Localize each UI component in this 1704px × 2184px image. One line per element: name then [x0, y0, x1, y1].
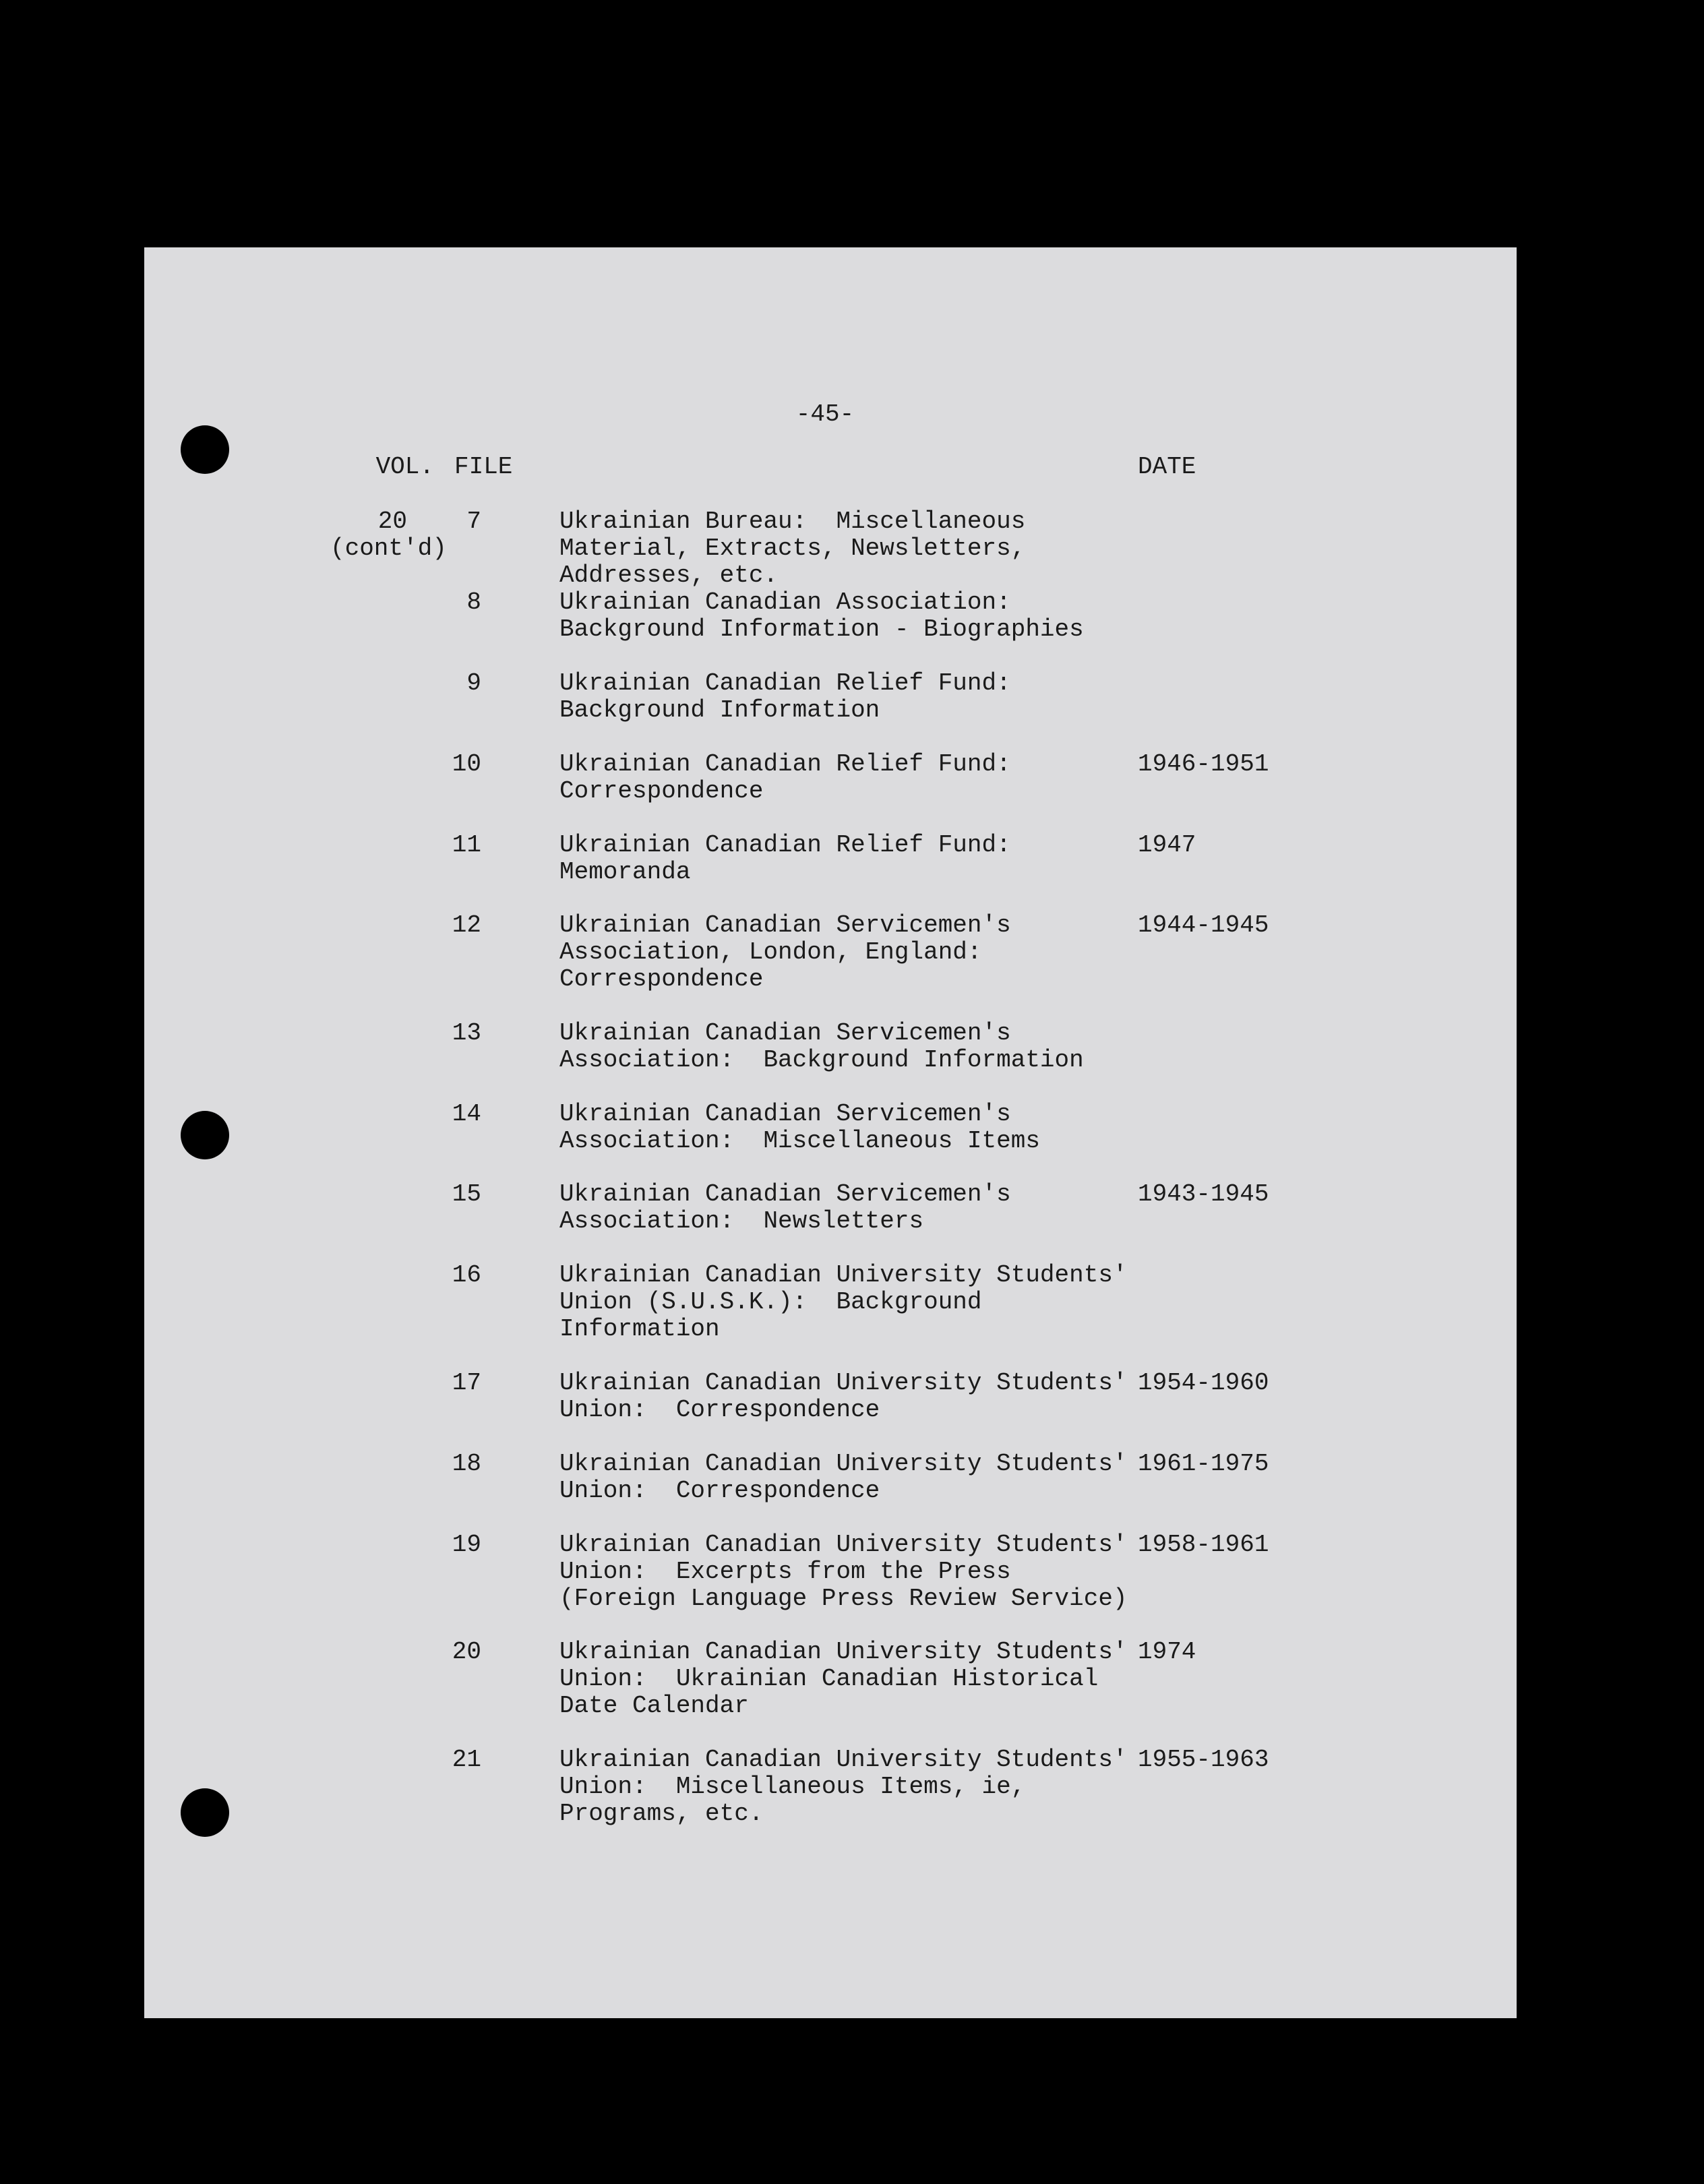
file-description [559, 751, 1011, 805]
page-number: -45- [795, 400, 855, 428]
volume-number: 20 [377, 508, 407, 535]
file-description [559, 670, 1011, 724]
file-date: 1974 [1138, 1638, 1196, 1666]
file-number: 14 [452, 1100, 481, 1128]
file-description [559, 1181, 1011, 1235]
punch-hole-bottom [181, 1788, 229, 1837]
document-page [144, 247, 1517, 2018]
description-line: Ukrainian Canadian University Students' [559, 1531, 1128, 1558]
description-line: Association: Newsletters [559, 1207, 924, 1235]
description-line: Background Information - Biographies [559, 615, 1084, 643]
file-description [559, 1451, 1128, 1505]
file-number: 19 [452, 1531, 481, 1558]
description-line: Ukrainian Canadian University Students' [559, 1638, 1128, 1666]
description-line: Memoranda [559, 858, 691, 886]
file-description [559, 1747, 1128, 1827]
description-line: Material, Extracts, Newsletters, [559, 535, 1026, 562]
description-line: Union: Ukrainian Canadian Historical [559, 1665, 1099, 1693]
description-line: Union: Correspondence [559, 1396, 880, 1424]
file-date: 1944-1945 [1138, 911, 1269, 939]
description-line: Ukrainian Canadian Servicemen's [559, 1100, 1011, 1128]
description-line: Ukrainian Canadian Servicemen's [559, 911, 1011, 939]
file-number: 15 [452, 1180, 481, 1208]
file-description [559, 1531, 1128, 1612]
file-description [559, 912, 1011, 993]
description-line: Union: Miscellaneous Items, ie, [559, 1773, 1026, 1800]
description-line: Addresses, etc. [559, 562, 779, 589]
header-date: DATE [1138, 453, 1196, 481]
file-number: 11 [452, 831, 481, 859]
description-line: Ukrainian Canadian Association: [559, 588, 1011, 616]
description-line: Union: Correspondence [559, 1477, 880, 1505]
file-number: 13 [452, 1019, 481, 1047]
file-date: 1954-1960 [1138, 1369, 1269, 1397]
file-number: 8 [466, 588, 481, 616]
header-file: FILE [454, 453, 513, 481]
description-line: Ukrainian Canadian Relief Fund: [559, 750, 1011, 778]
description-line: Ukrainian Canadian University Students' [559, 1261, 1128, 1289]
file-number: 17 [452, 1369, 481, 1397]
file-date: 1955-1963 [1138, 1746, 1269, 1773]
description-line: Union (S.U.S.K.): Background [559, 1288, 982, 1316]
file-description [559, 1639, 1128, 1720]
description-line: Ukrainian Canadian University Students' [559, 1369, 1128, 1397]
file-date: 1961-1975 [1138, 1450, 1269, 1478]
description-line: Association, London, England: [559, 938, 982, 966]
volume-note: (cont'd) [330, 535, 447, 562]
description-line: Ukrainian Canadian Relief Fund: [559, 669, 1011, 697]
file-description [559, 508, 1025, 589]
file-number: 16 [452, 1261, 481, 1289]
description-line: Association: Miscellaneous Items [559, 1127, 1040, 1155]
description-line: Correspondence [559, 965, 764, 993]
description-line: Programs, etc. [559, 1800, 764, 1827]
file-description [559, 832, 1011, 886]
file-number: 12 [452, 911, 481, 939]
description-line: Ukrainian Canadian Servicemen's [559, 1019, 1011, 1047]
description-line: Ukrainian Bureau: Miscellaneous [559, 508, 1026, 535]
file-date: 1946-1951 [1138, 750, 1269, 778]
description-line: Correspondence [559, 777, 764, 805]
description-line: Information [559, 1315, 720, 1343]
file-number: 9 [466, 669, 481, 697]
description-line: Date Calendar [559, 1692, 749, 1720]
file-date: 1947 [1138, 831, 1196, 859]
file-description [559, 1020, 1084, 1074]
file-date: 1943-1945 [1138, 1180, 1269, 1208]
file-number: 20 [452, 1638, 481, 1666]
description-line: Ukrainian Canadian University Students' [559, 1450, 1128, 1478]
file-description [559, 1370, 1128, 1424]
file-date: 1958-1961 [1138, 1531, 1269, 1558]
file-description [559, 1262, 1128, 1343]
file-number: 7 [466, 508, 481, 535]
description-line: Ukrainian Canadian Servicemen's [559, 1180, 1011, 1208]
header-vol: VOL. [375, 453, 434, 481]
punch-hole-top [181, 425, 229, 474]
description-line: Union: Excerpts from the Press [559, 1558, 1011, 1585]
file-description [559, 1101, 1040, 1155]
description-line: (Foreign Language Press Review Service) [559, 1585, 1128, 1612]
punch-hole-middle [181, 1111, 229, 1159]
file-number: 18 [452, 1450, 481, 1478]
description-line: Association: Background Information [559, 1046, 1084, 1074]
file-description [559, 589, 1084, 643]
file-number: 10 [452, 750, 481, 778]
description-line: Ukrainian Canadian University Students' [559, 1746, 1128, 1773]
description-line: Background Information [559, 696, 880, 724]
file-number: 21 [452, 1746, 481, 1773]
description-line: Ukrainian Canadian Relief Fund: [559, 831, 1011, 859]
